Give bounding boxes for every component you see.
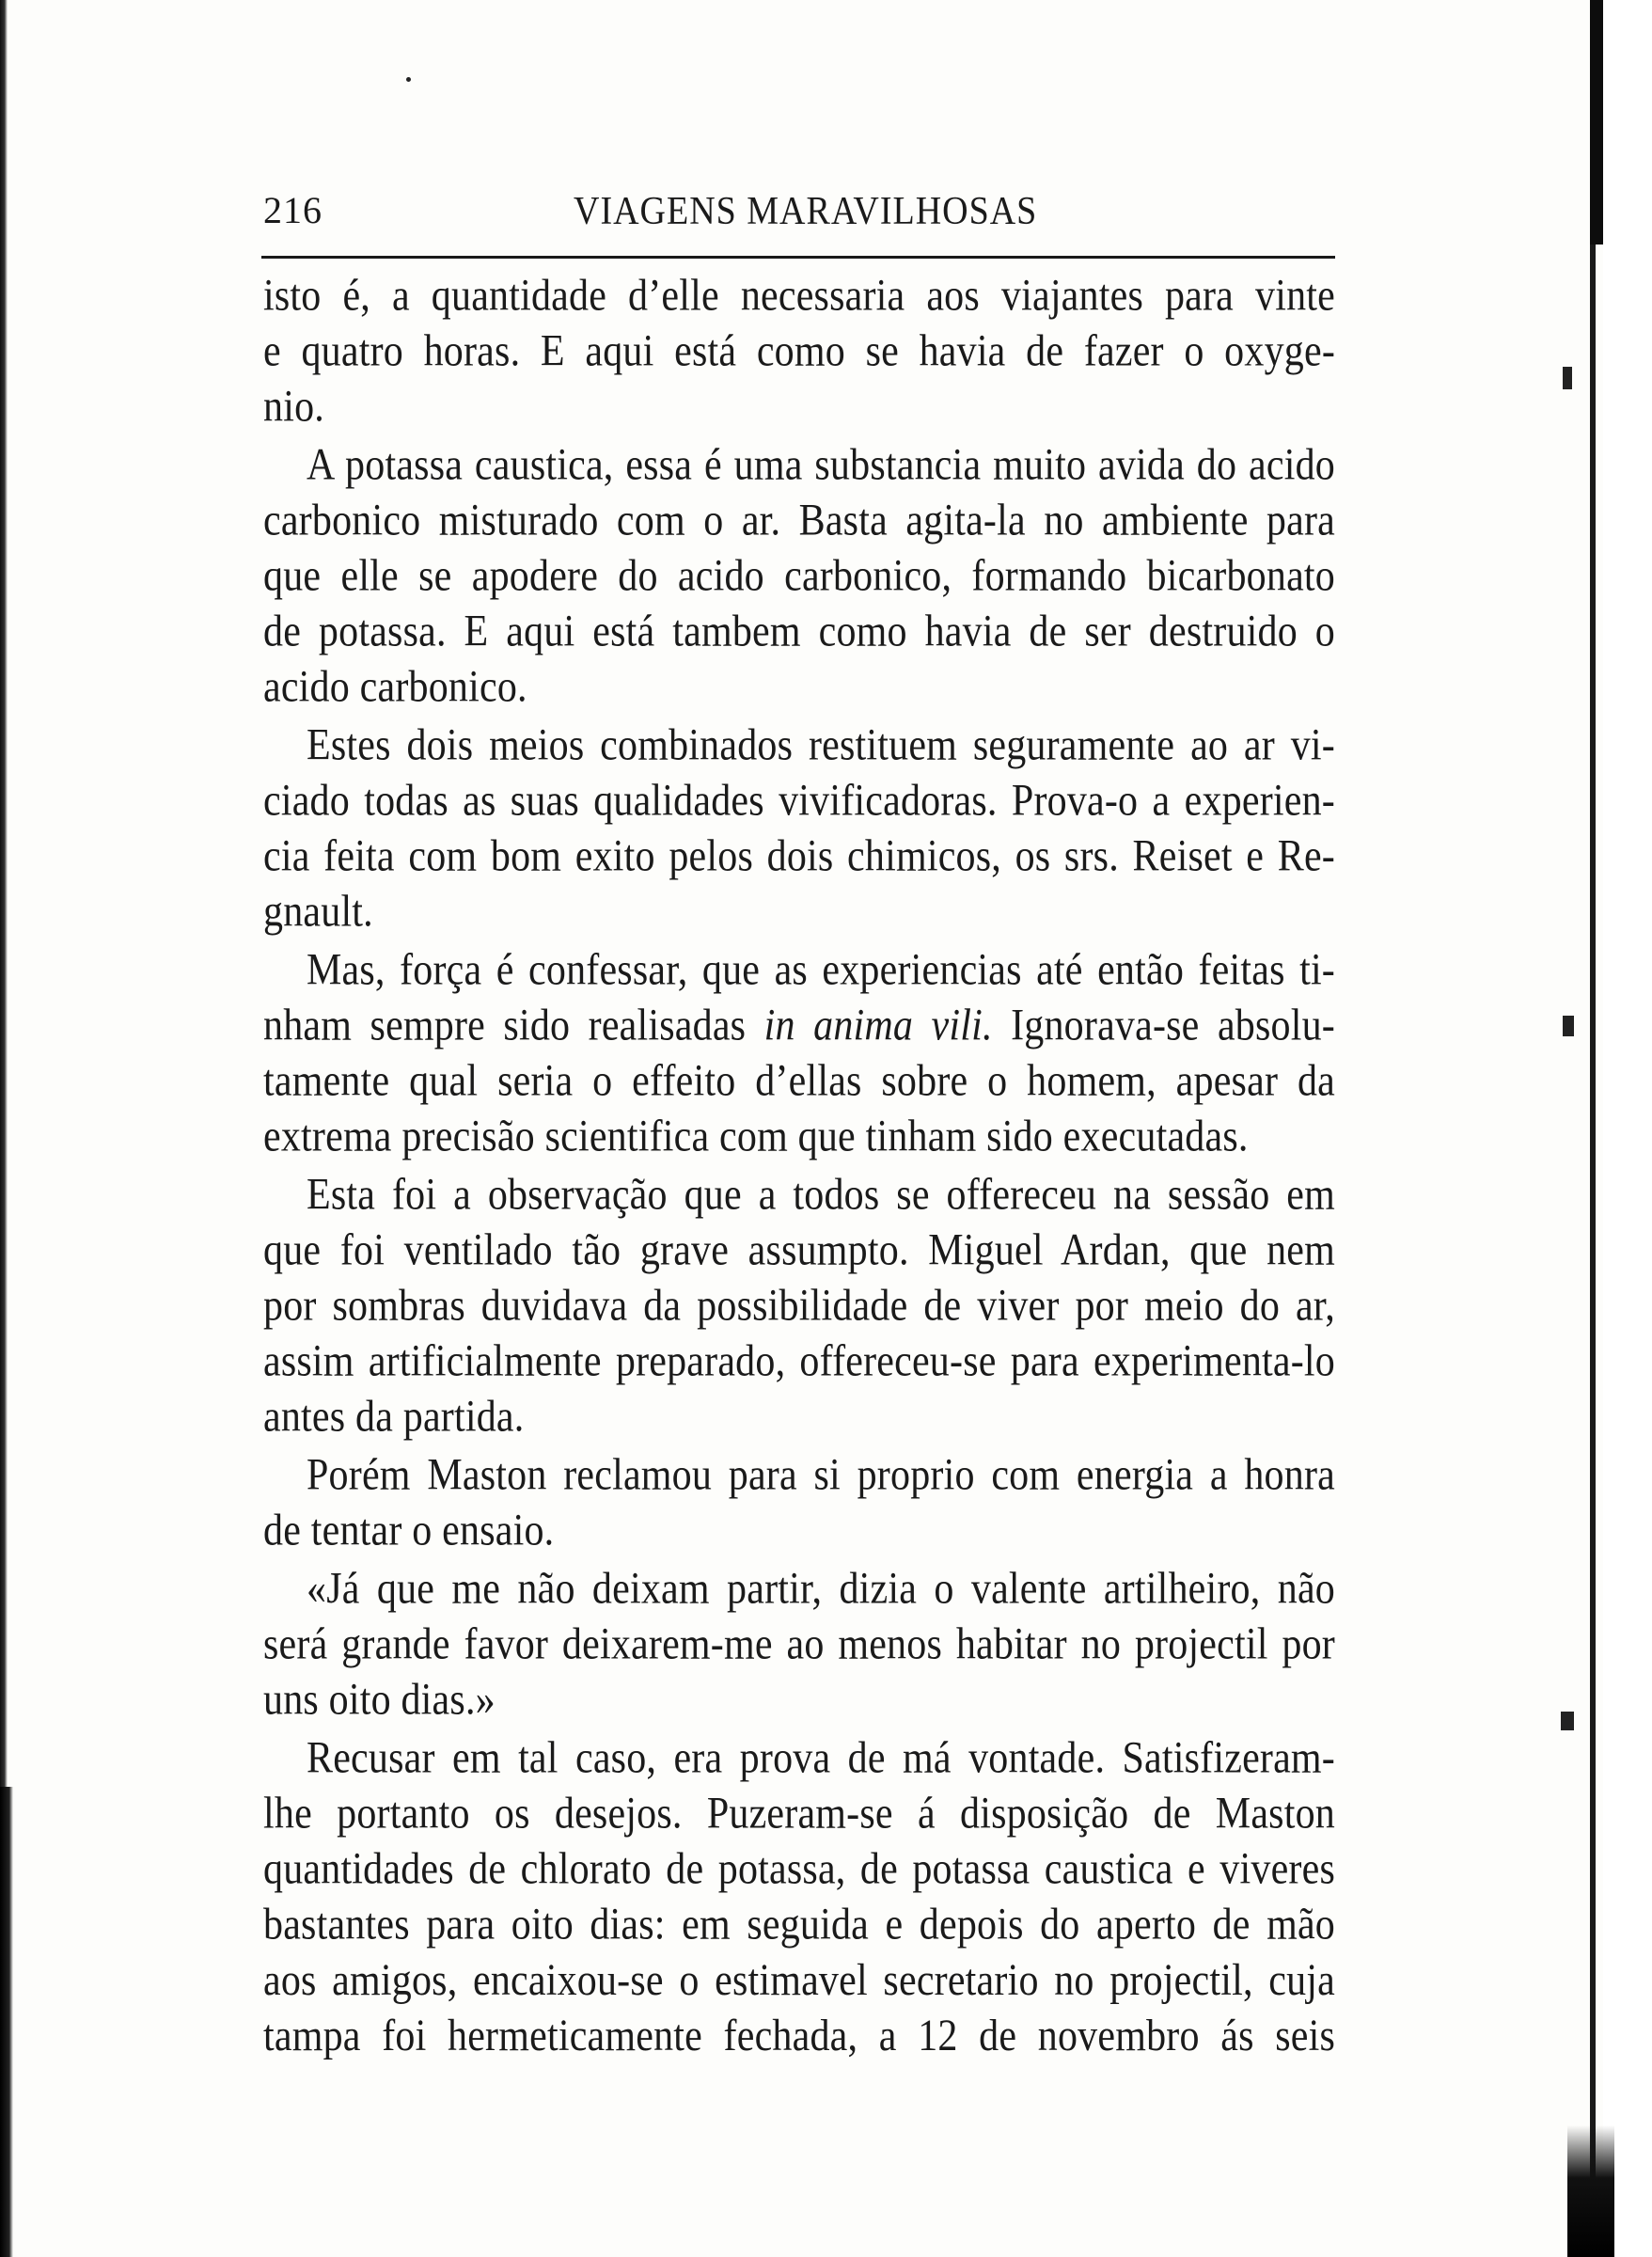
text-line: por sombras duvidava da possibilidade de viver por meio do ar, (263, 1281, 1335, 1332)
text-line: bastantes para oito dias: em seguida e depois do aperto de mão (263, 1900, 1335, 1950)
latin-phrase: in anima vili. (763, 1001, 993, 1051)
text-line: uns oito dias.» (263, 1675, 496, 1726)
text-line: de tentar o ensaio. (263, 1506, 555, 1556)
text-line: A potassa caustica, essa é uma substancia muito avida do acido (307, 440, 1335, 491)
text-line: nio. (263, 382, 324, 433)
text-line: acido carbonico. (263, 662, 527, 713)
scan-edge-right-top (1590, 0, 1603, 245)
text-line: extrema precisão scientifica com que tinham sido executadas. (263, 1112, 1249, 1162)
text-line: ciado todas as suas qualidades vivificadoras. Prova-o a experien- (263, 776, 1335, 827)
ink-speck (1563, 367, 1572, 389)
text-line: assim artificialmente preparado, offereceu-se para experimenta-lo (263, 1336, 1335, 1387)
ink-speck (406, 77, 411, 82)
text-line: Porém Maston reclamou para si proprio com energia a honra (307, 1450, 1335, 1501)
text-line (263, 995, 1335, 1058)
text-line: cia feita com bom exito pelos dois chimicos, os srs. Reiset e Re- (263, 831, 1335, 882)
text-line: quantidades de chlorato de potassa, de potassa caustica e viveres (263, 1844, 1335, 1895)
text-line: Recusar em tal caso, era prova de má vontade. Satisfizeram- (307, 1733, 1335, 1784)
scan-edge-right-bottom (1567, 2125, 1614, 2257)
text-line: e quatro horas. E aqui está como se havia de fazer o oxyge- (263, 326, 1335, 377)
body-text (263, 269, 1335, 2064)
text-line: lhe portanto os desejos. Puzeram-se á disposição de Maston (263, 1789, 1335, 1839)
text-line: de potassa. E aqui está tambem como havia de ser destruido o (263, 607, 1335, 657)
text-line: será grande favor deixarem-me ao menos habitar no projectil por (263, 1619, 1335, 1670)
text-line: «Já que me não deixam partir, dizia o valente artilheiro, não (307, 1564, 1335, 1615)
text-line: Esta foi a observação que a todos se offereceu na sessão em (307, 1170, 1335, 1221)
header-rule (261, 256, 1335, 259)
page-number: 216 (263, 189, 323, 231)
running-title: VIAGENS MARAVILHOSAS (574, 189, 1038, 234)
text-line: gnault. (263, 887, 373, 938)
ink-speck (1561, 1712, 1574, 1730)
text-segment: Ignorava-se absolu- (992, 1001, 1335, 1051)
ink-speck (1563, 1016, 1574, 1036)
text-line: isto é, a quantidade d’elle necessaria aos viajantes para vinte (263, 271, 1335, 322)
text-line: aos amigos, encaixou-se o estimavel secretario no projectil, cuja (263, 1955, 1335, 2006)
scan-margin-right (1603, 0, 1652, 2257)
scan-edge-right (1590, 0, 1596, 2257)
text-line: Estes dois meios combinados restituem seguramente ao ar vi- (307, 720, 1335, 771)
text-line: que elle se apodere do acido carbonico, formando bicarbonato (263, 551, 1335, 602)
text-line: tampa foi hermeticamente fechada, a 12 de novembro ás seis (263, 2011, 1335, 2061)
text-line: que foi ventilado tão grave assumpto. Miguel Ardan, que nem (263, 1225, 1335, 1276)
text-line: antes da partida. (263, 1392, 525, 1443)
text-line: carbonico misturado com o ar. Basta agita-la no ambiente para (263, 496, 1335, 546)
scan-edge-left-shadow (0, 1787, 13, 2257)
text-line: Mas, força é confessar, que as experiencias até então feitas ti- (307, 945, 1335, 996)
text-line: tamente qual seria o effeito d’ellas sobre o homem, apesar da (263, 1056, 1335, 1107)
running-header (263, 184, 1335, 241)
text-segment: nham sempre sido realisadas (263, 1001, 764, 1051)
